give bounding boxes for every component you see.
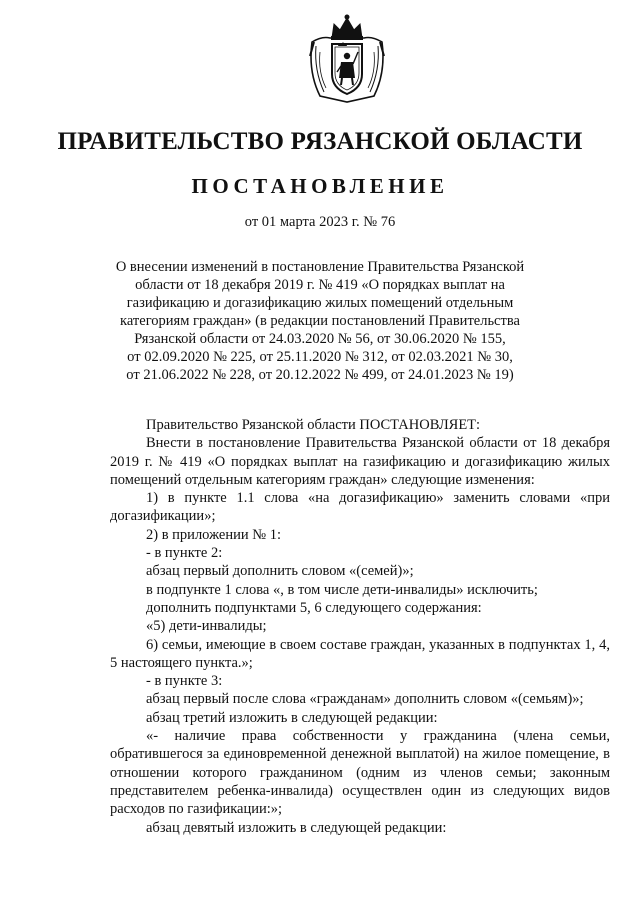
body-paragraph: абзац первый дополнить словом «(семей)»; [146, 563, 414, 580]
document-subject [90, 258, 550, 384]
subject-line: О внесении изменений в постановление Правительства Рязанской [115, 259, 525, 275]
document-date-number: от 01 марта 2023 г. № 76 [244, 214, 396, 230]
body-paragraph: 2) в приложении № 1: [146, 526, 281, 543]
body-paragraph: «5) дети-инвалиды; [146, 618, 267, 635]
body-paragraph: дополнить подпунктами 5, 6 следующего содержания: [146, 599, 482, 616]
document-type: ПОСТАНОВЛЕНИЕ [191, 174, 449, 198]
subject-line: от 21.06.2022 № 228, от 20.12.2022 № 499, от 24.01.2023 № 19) [126, 367, 514, 383]
body-paragraph: - в пункте 2: [146, 545, 223, 562]
body-paragraph: абзац первый после слова «гражданам» дополнить словом «(семьям)»; [146, 691, 584, 708]
body-paragraph: абзац девятый изложить в следующей редакции: [146, 819, 447, 836]
body-paragraph: в подпункте 1 слова «, в том числе дети-инвалиды» исключить; [146, 581, 538, 598]
ryazan-coat-of-arms-icon [302, 12, 392, 108]
subject-line: категориям граждан» (в редакции постановлений Правительства [120, 313, 520, 329]
body-paragraph: - в пункте 3: [146, 673, 223, 690]
body-paragraph: абзац третий изложить в следующей редакции: [146, 709, 438, 726]
subject-line: газификацию и догазификацию жилых помещений отдельным [126, 295, 514, 311]
body-paragraph: 6) семьи, имеющие в своем составе граждан, указанных в подпунктах 1, 4, 5 настоящего пункта.»; [110, 636, 610, 671]
subject-line: от 02.09.2020 № 225, от 25.11.2020 № 312, от 02.03.2021 № 30, [127, 349, 513, 365]
body-paragraph: 1) в пункте 1.1 слова «на догазификацию» заменить словами «при догазификации»; [110, 490, 610, 525]
body-paragraph: Правительство Рязанской области ПОСТАНОВЛЯЕТ: [146, 417, 481, 433]
body-paragraph: Внести в постановление Правительства Рязанской области от 18 декабря 2019 г. № 419 «О порядках выплат на газификацию и догазификацию жилых помещений отдельным категориям граждан» следующие изменения: [110, 435, 610, 488]
document-body [110, 416, 610, 837]
government-title: ПРАВИТЕЛЬСТВО РЯЗАНСКОЙ ОБЛАСТИ [57, 128, 583, 155]
subject-line: Рязанской области от 24.03.2020 № 56, от 30.06.2020 № 155, [134, 331, 506, 347]
body-paragraph: «- наличие права собственности у гражданина (члена семьи, обратившегося за единовременной денежной выплатой) на жилое помещение, в отношении которого гражданином (одним из членов семьи; законным представителем ребенка-инвалида) осуществлен один из следующих видов расходов по газификации:»; [110, 728, 610, 818]
subject-line: области от 18 декабря 2019 г. № 419 «О порядках выплат на [135, 277, 505, 293]
